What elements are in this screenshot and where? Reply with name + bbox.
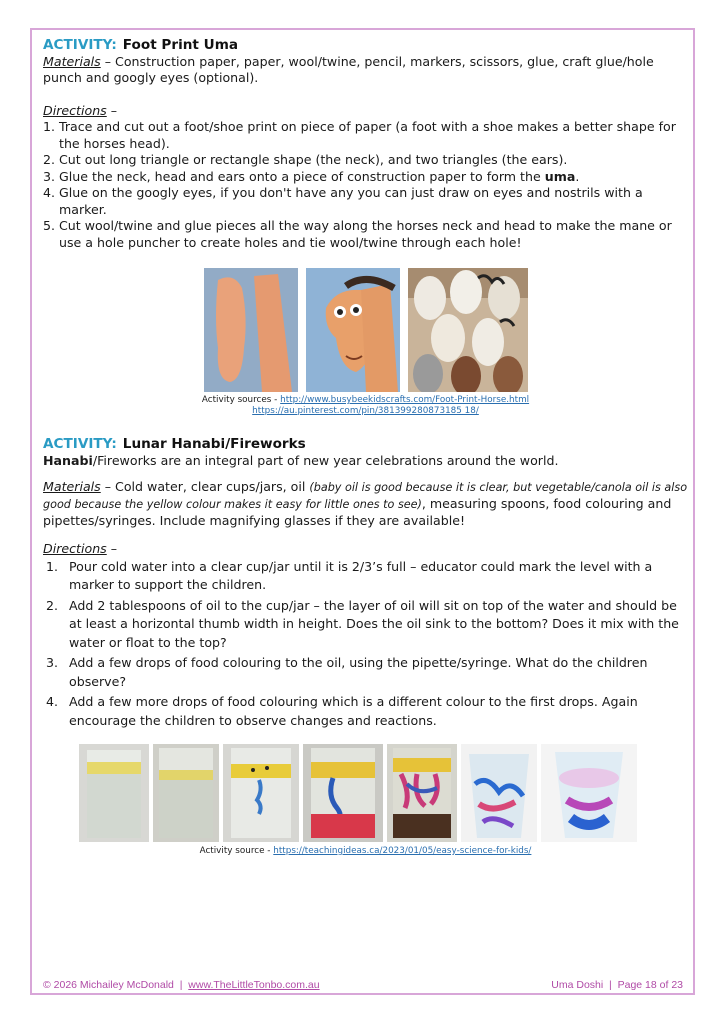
activity2-directions-heading: Directions – (43, 541, 118, 556)
activity2-title: Lunar Hanabi/Fireworks (122, 436, 306, 452)
list-item: 2. Add 2 tablespoons of oil to the cup/jar – the layer of oil will sit on top of the water and should be at least a horizontal thumb width in height. Does the oil sink to the bottom? Does it mix with the water or float to the top? (46, 597, 679, 650)
activity1-heading (43, 37, 688, 54)
footprint-photo (204, 268, 298, 392)
activity2-directions-label: Directions (43, 541, 107, 556)
jar-photo-5 (387, 744, 457, 842)
activity2-steps (43, 558, 688, 731)
source-link-teachingideas[interactable]: https://teachingideas.ca/2023/01/05/easy-science-for-kids/ (273, 846, 532, 856)
list-item: 5. Cut wool/twine and glue pieces all the way along the horses neck and head to make the mane or use a hole puncher to create holes and tie wool/twine through each hole! (43, 218, 672, 250)
jar-photo-1 (79, 744, 149, 842)
activity1-materials-label: Materials (43, 53, 101, 69)
list-item: 4. Add a few more drops of food colouring which is a different colour to the first drops. Again encourage the children to observe changes and reactions. (46, 694, 638, 728)
page-content (43, 36, 688, 857)
activity2-heading (43, 436, 688, 453)
jar-photo-4 (303, 744, 383, 842)
list-item: 3. Glue the neck, head and ears onto a piece of construction paper to form the uma. (43, 168, 580, 184)
horse-collage-photo (408, 268, 528, 392)
activity2-images (43, 744, 688, 842)
list-item: 4. Glue on the googly eyes, if you don't have any you can just draw on eyes and nostrils with a marker. (43, 185, 643, 217)
activity1-images (43, 268, 688, 392)
jar-photo-2 (153, 744, 219, 842)
footer-left (43, 979, 320, 991)
list-item: 1. Pour cold water into a clear cup/jar until it is 2/3’s full – educator could mark the level with a marker to support the children. (46, 558, 653, 592)
activity2-materials-label: Materials (43, 479, 101, 494)
jar-photo-3 (223, 744, 299, 842)
activity2-label: ACTIVITY: (43, 436, 117, 452)
horse-craft-photo (306, 268, 400, 392)
footer-copyright: © 2026 Michailey McDonald | (43, 979, 189, 991)
activity1-label: ACTIVITY: (43, 37, 117, 53)
activity2-materials: Materials – Cold water, clear cups/jars, oil (baby oil is good because it is clear, but vegetable/canola oil is also good because the yellow colour makes it easy for little ones to see), measuring spoons, food colouring and pipettes/syringes. Include magnifying glasses if they are available! (43, 479, 688, 528)
activity1-materials-text: – Construction paper, paper, wool/twine, pencil, markers, scissors, glue, craft glue/hole punch and googly eyes (optional). (43, 53, 654, 85)
source-link-pinterest[interactable]: https://au.pinterest.com/pin/381399280873185 18/ (252, 406, 479, 416)
source-link-busybee[interactable]: http://www.busybeekidscrafts.com/Foot-Print-Horse.html (280, 395, 530, 405)
activity1-directions-label: Directions (43, 102, 107, 118)
activity1-directions-heading: Directions – (43, 102, 118, 118)
cup-photo-7 (541, 744, 637, 842)
footer-website-link[interactable]: www.TheLittleTonbo.com.au (188, 979, 320, 991)
list-item: 3. Add a few drops of food colouring to the oil, using the pipette/syringe. What do the children observe? (46, 655, 648, 689)
activity1-materials (43, 54, 688, 87)
activity2-intro: Hanabi/Fireworks are an integral part of new year celebrations around the world. (43, 452, 559, 468)
activity1-title: Foot Print Uma (122, 37, 239, 53)
list-item: 1. Trace and cut out a foot/shoe print on piece of paper (a foot with a shoe makes a better shape for the horses head). (43, 119, 676, 151)
activity2-source: Activity source - https://teachingideas.ca/2023/01/05/easy-science-for-kids/ (199, 846, 532, 856)
list-item: 2. Cut out long triangle or rectangle shape (the neck), and two triangles (the ears). (43, 152, 568, 167)
activity1-source: Activity sources - http://www.busybeekidscrafts.com/Foot-Print-Horse.html https://au.pinterest.com/pin/381399280873185 18/ (201, 395, 530, 416)
footer-page-info: Uma Doshi | Page 18 of 23 (551, 979, 683, 991)
cup-photo-6 (461, 744, 537, 842)
activity1-steps (43, 119, 688, 251)
